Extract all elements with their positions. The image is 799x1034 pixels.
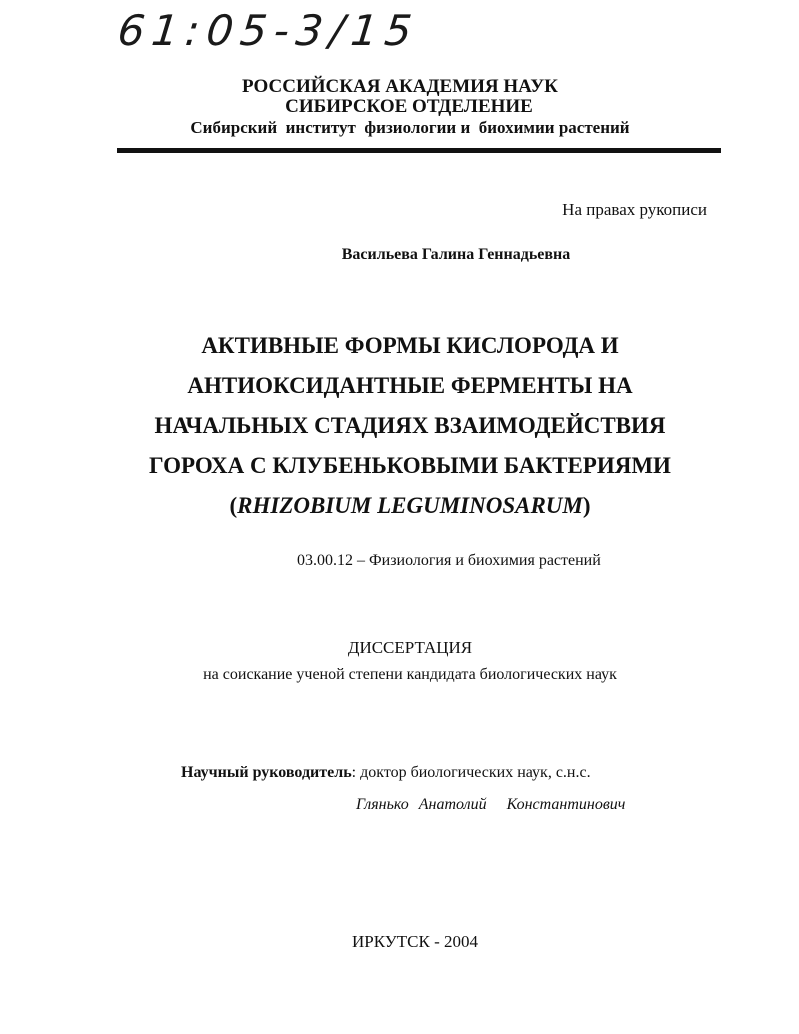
academy-name: РОССИЙСКАЯ АКАДЕМИЯ НАУК xyxy=(242,76,558,97)
city-year: ИРКУТСК - 2004 xyxy=(352,932,478,951)
title-latin-name: RHIZOBIUM LEGUMINOSARUM xyxy=(237,493,583,518)
degree-description: на соискание ученой степени кандидата биологических наук xyxy=(203,666,617,683)
branch-name: СИБИРСКОЕ ОТДЕЛЕНИЕ xyxy=(285,96,533,117)
title-line: НАЧАЛЬНЫХ СТАДИЯХ ВЗАИМОДЕЙСТВИЯ xyxy=(154,413,666,438)
advisor-label: Научный руководитель xyxy=(181,764,352,781)
advisor-credentials: : доктор биологических наук, с.н.с. xyxy=(351,764,591,781)
handwritten-archive-code: 61:05-3/15 xyxy=(115,6,422,55)
title-latin-line xyxy=(0,486,799,526)
advisor-line xyxy=(181,764,591,782)
title-line: АНТИОКСИДАНТНЫЕ ФЕРМЕНТЫ НА xyxy=(187,373,633,398)
institute-name: Сибирский институт физиологии и биохимии растений xyxy=(190,118,630,137)
author-name: Васильева Галина Геннадьевна xyxy=(341,246,571,263)
dissertation-title xyxy=(0,326,799,526)
title-line: ГОРОХА С КЛУБЕНЬКОВЫМИ БАКТЕРИЯМИ xyxy=(149,453,671,478)
header-divider xyxy=(117,148,721,153)
title-close-paren: ) xyxy=(582,493,591,518)
rights-note: На правах рукописи xyxy=(562,200,707,219)
specialty-code: 03.00.12 – Физиология и биохимия растений xyxy=(297,552,601,569)
advisor-name: Глянько Анатолий Константинович xyxy=(356,796,626,813)
title-open-paren: ( xyxy=(229,493,238,518)
title-line: АКТИВНЫЕ ФОРМЫ КИСЛОРОДА И xyxy=(201,333,619,358)
dissertation-label: ДИССЕРТАЦИЯ xyxy=(347,638,473,657)
